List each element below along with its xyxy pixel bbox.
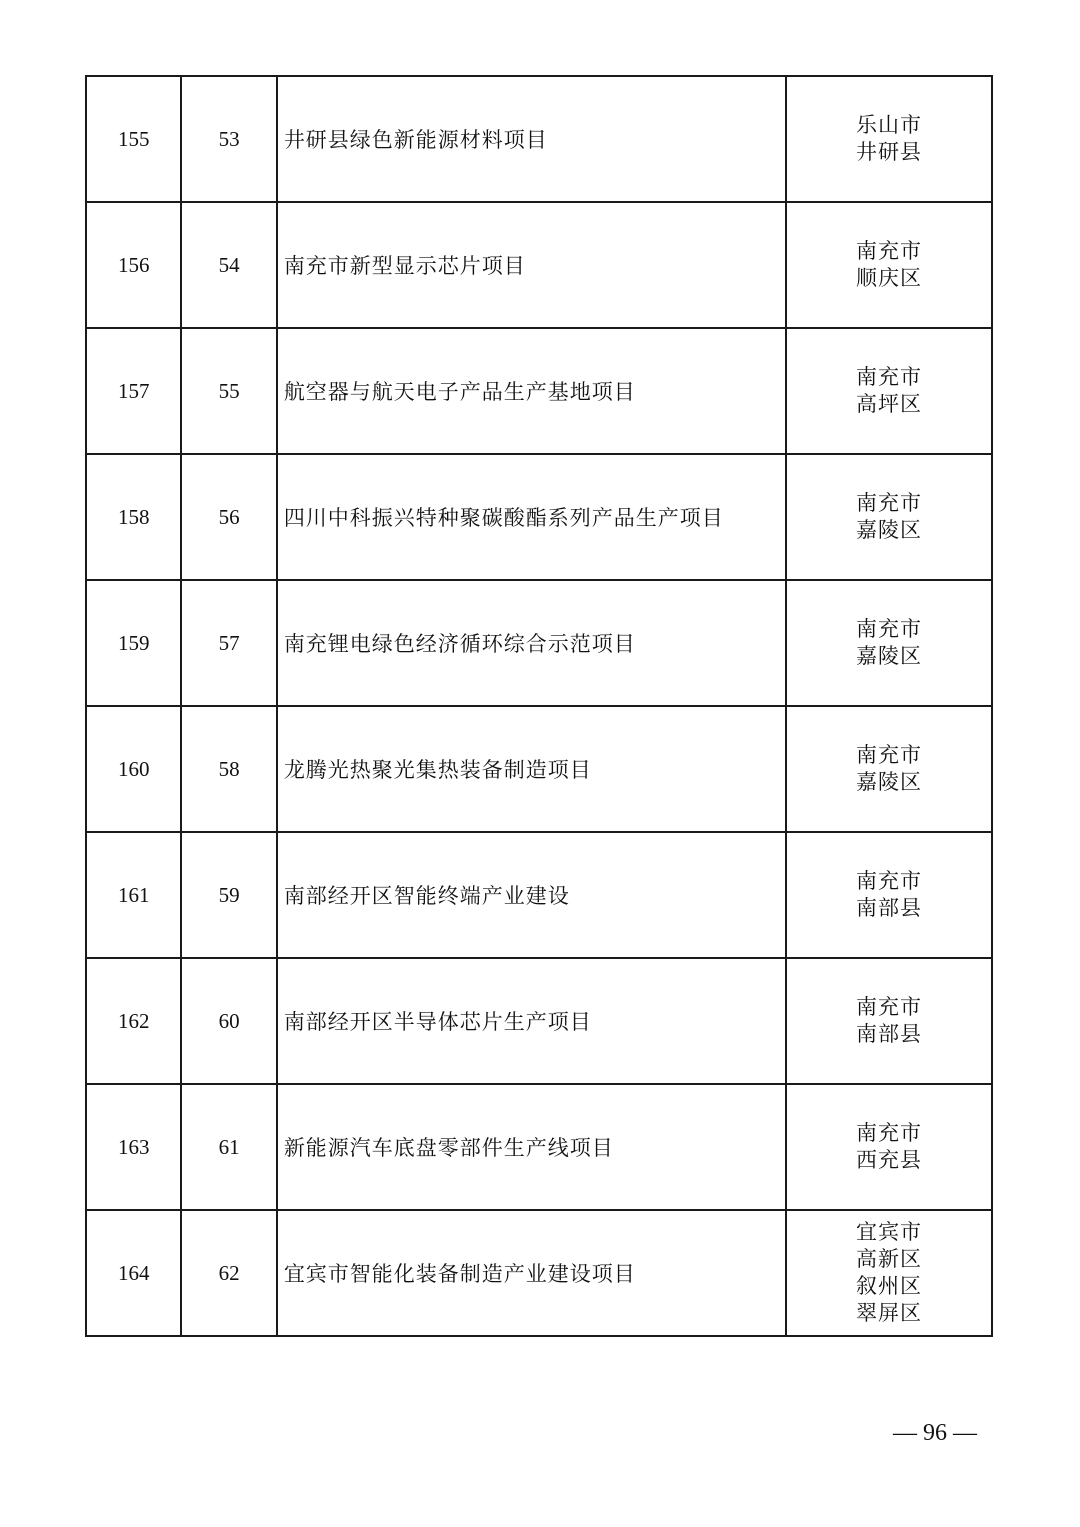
project-location (786, 1084, 992, 1210)
location-line: 乐山市 (856, 113, 923, 137)
project-name: 南部经开区半导体芯片生产项目 (277, 958, 786, 1084)
row-sub-number: 60 (181, 958, 276, 1084)
project-location (786, 832, 992, 958)
project-name: 新能源汽车底盘零部件生产线项目 (277, 1084, 786, 1210)
location-line: 嘉陵区 (856, 518, 923, 542)
row-sequence-number: 164 (86, 1210, 181, 1336)
row-sequence-number: 162 (86, 958, 181, 1084)
location-line: 嘉陵区 (856, 644, 923, 668)
project-location (786, 1210, 992, 1336)
location-line: 南充市 (856, 743, 923, 767)
location-line: 井研县 (856, 140, 923, 164)
project-name: 宜宾市智能化装备制造产业建设项目 (277, 1210, 786, 1336)
location-line: 顺庆区 (856, 266, 923, 290)
row-sub-number: 55 (181, 328, 276, 454)
location-line: 南部县 (856, 896, 923, 920)
location-line: 嘉陵区 (856, 770, 923, 794)
location-line: 高新区 (856, 1247, 923, 1271)
row-sub-number: 58 (181, 706, 276, 832)
row-sub-number: 57 (181, 580, 276, 706)
row-sequence-number: 163 (86, 1084, 181, 1210)
row-sequence-number: 157 (86, 328, 181, 454)
row-sequence-number: 159 (86, 580, 181, 706)
table-row (86, 706, 992, 832)
project-table-body (86, 76, 992, 1336)
table-row (86, 454, 992, 580)
row-sequence-number: 155 (86, 76, 181, 202)
project-location (786, 76, 992, 202)
project-name: 南充市新型显示芯片项目 (277, 202, 786, 328)
page-number: — 96 — (893, 1420, 977, 1446)
project-name: 航空器与航天电子产品生产基地项目 (277, 328, 786, 454)
project-location (786, 706, 992, 832)
table-row (86, 580, 992, 706)
row-sub-number: 61 (181, 1084, 276, 1210)
table-row (86, 958, 992, 1084)
row-sequence-number: 158 (86, 454, 181, 580)
location-line: 叙州区 (856, 1274, 923, 1298)
row-sequence-number: 161 (86, 832, 181, 958)
project-name: 井研县绿色新能源材料项目 (277, 76, 786, 202)
project-name: 四川中科振兴特种聚碳酸酯系列产品生产项目 (277, 454, 786, 580)
project-location (786, 958, 992, 1084)
location-line: 南充市 (856, 365, 923, 389)
row-sequence-number: 160 (86, 706, 181, 832)
row-sub-number: 59 (181, 832, 276, 958)
location-line: 西充县 (856, 1148, 923, 1172)
location-line: 南充市 (856, 995, 923, 1019)
project-location (786, 328, 992, 454)
project-location (786, 580, 992, 706)
table-row (86, 328, 992, 454)
project-name: 龙腾光热聚光集热装备制造项目 (277, 706, 786, 832)
table-row (86, 202, 992, 328)
row-sub-number: 54 (181, 202, 276, 328)
row-sub-number: 53 (181, 76, 276, 202)
row-sequence-number: 156 (86, 202, 181, 328)
location-line: 翠屏区 (856, 1301, 923, 1325)
project-name: 南部经开区智能终端产业建设 (277, 832, 786, 958)
location-line: 宜宾市 (856, 1220, 923, 1244)
location-line: 南充市 (856, 869, 923, 893)
table-row (86, 1210, 992, 1336)
location-line: 南充市 (856, 239, 923, 263)
project-table (85, 75, 993, 1337)
location-line: 南充市 (856, 1121, 923, 1145)
project-location (786, 202, 992, 328)
location-line: 南部县 (856, 1022, 923, 1046)
row-sub-number: 56 (181, 454, 276, 580)
location-line: 南充市 (856, 617, 923, 641)
project-name: 南充锂电绿色经济循环综合示范项目 (277, 580, 786, 706)
table-row (86, 832, 992, 958)
table-row (86, 76, 992, 202)
table-row (86, 1084, 992, 1210)
row-sub-number: 62 (181, 1210, 276, 1336)
location-line: 南充市 (856, 491, 923, 515)
project-location (786, 454, 992, 580)
location-line: 高坪区 (856, 392, 923, 416)
